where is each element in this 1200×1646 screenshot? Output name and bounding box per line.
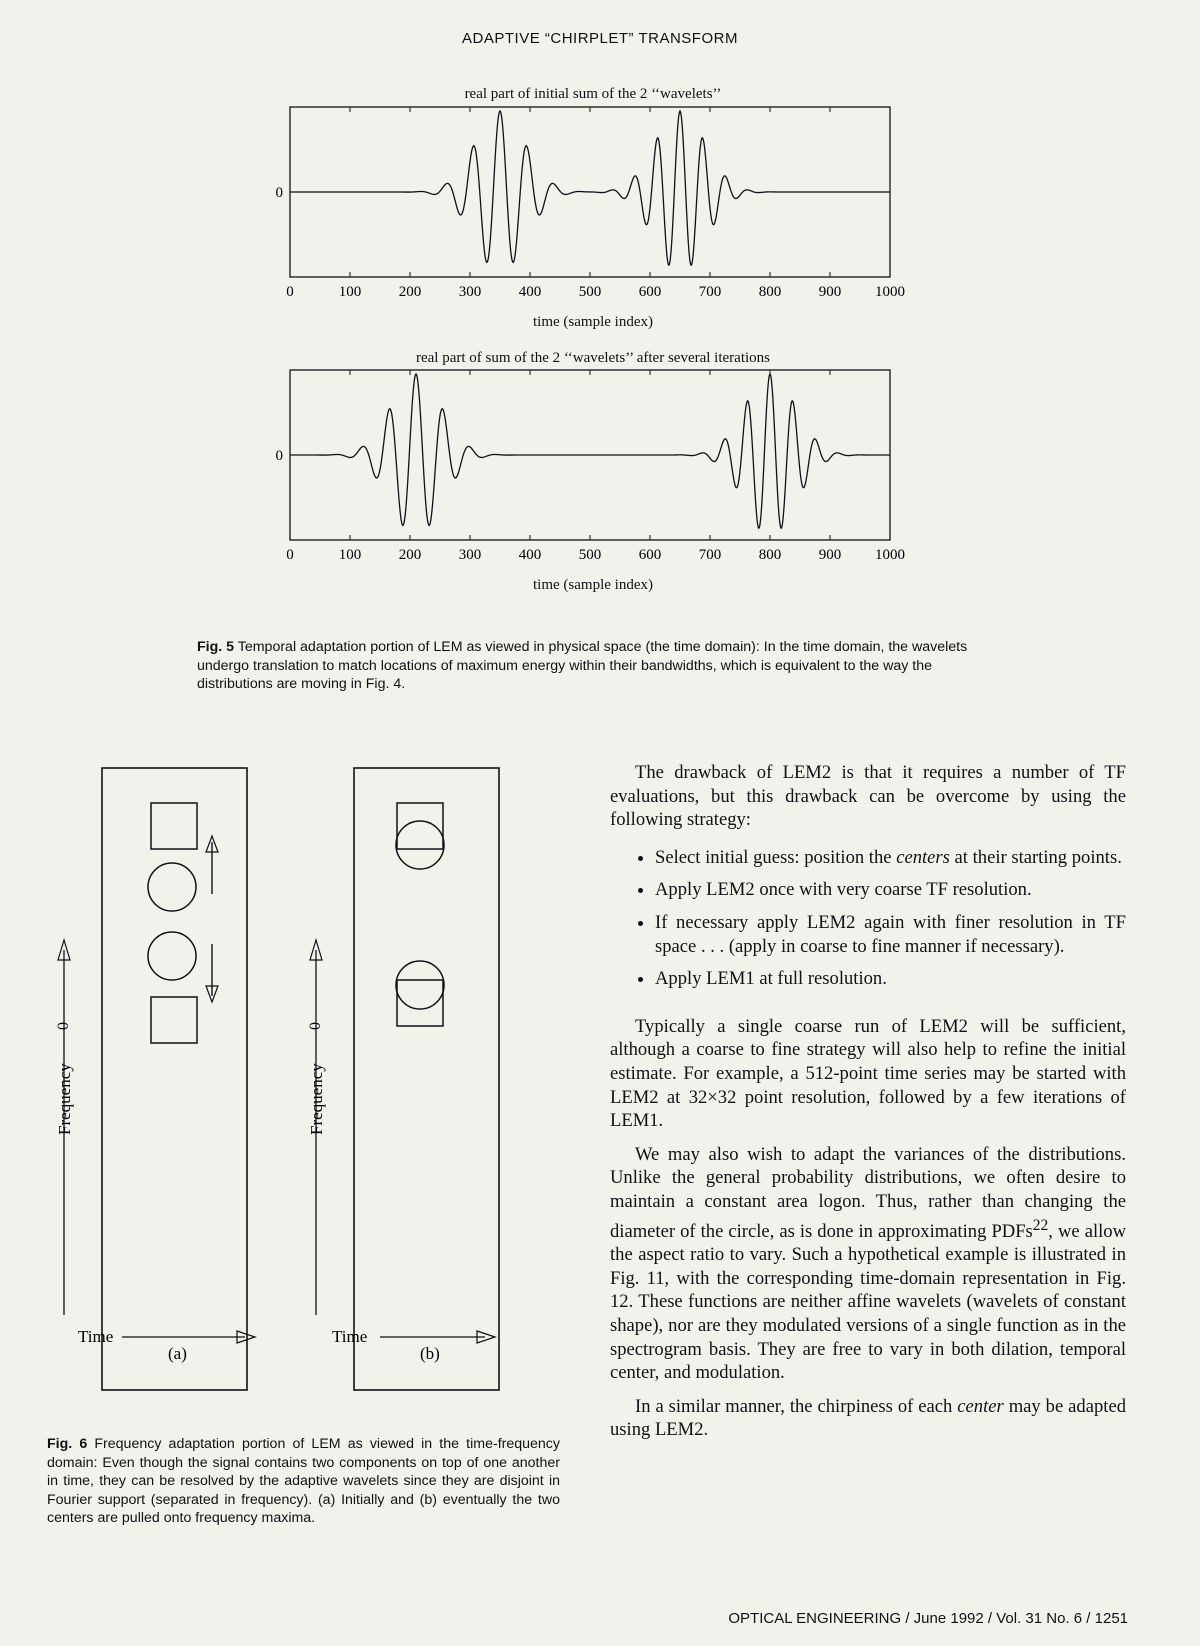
plot1-xtick-label: 800	[758, 284, 782, 300]
plot1-xtick-label: 700	[698, 284, 722, 300]
body-column	[610, 761, 1126, 1452]
paragraph-variances: We may also wish to adapt the variances of the distributions. Unlike the general probability distributions, we often desire to maintain a constant area logon. Thus, rather than changing the diameter of the circle, as is done in approximating PDFs$^{22}$, we allow the aspect ratio to vary. Such a hypothetical example is illustrated in Fig. 11, with the corresponding time-domain representation in Fig. 12. These functions are neither affine wavelets (wavelets of constant shape), nor are they modulated versions of a single function as in the spectrogram basis. They are free to vary in both dilation, temporal center, and modulation.	[610, 1143, 1127, 1384]
running-footer: OPTICAL ENGINEERING / June 1992 / Vol. 31 No. 6 / 1251	[728, 1610, 1128, 1627]
panel-b-label: (b)	[420, 1344, 440, 1363]
plot1-xtick-label: 1000	[875, 284, 905, 300]
panel-a-zero: 0	[55, 1022, 72, 1030]
panel-a-time-label: Time	[78, 1327, 114, 1346]
panel-b-zero: 0	[307, 1022, 324, 1030]
plot2-xtick-label: 1000	[875, 547, 905, 563]
fig6-caption-label: Fig. 6	[47, 1436, 88, 1452]
plot2-xtick-label: 0	[286, 547, 294, 563]
running-header: ADAPTIVE “CHIRPLET” TRANSFORM	[462, 30, 738, 47]
fig6-caption-text: Frequency adaptation portion of LEM as viewed in the time-frequency domain: Even though the signal contains two components on top of one another in time, they can be resolved by the adaptive wavelets since they are disjoint in Fourier support (separated in frequency). (a) Initially and (b) eventually the two centers are pulled onto frequency maxima.	[47, 1436, 560, 1526]
panel-b-freq-label: Frequency	[307, 1063, 326, 1135]
plot2-xtick-label: 200	[398, 547, 422, 563]
plot1-signal-line	[290, 111, 890, 265]
plot1-xtick-label: 100	[338, 284, 362, 300]
fig5-caption-label: Fig. 5	[197, 639, 235, 655]
panel-a-freq-label: Frequency	[55, 1063, 74, 1135]
plot1-xtick-label: 600	[638, 284, 662, 300]
paragraph-drawback: The drawback of LEM2 is that it requires a number of TF evaluations, but this drawback can be overcome by using the following strategy:	[610, 762, 1126, 831]
plot2-xtick-label: 300	[458, 547, 482, 563]
plot2-title: real part of sum of the 2 ‘‘wavelets’’ after several iterations	[415, 350, 770, 366]
plot1-xtick-label: 300	[458, 284, 482, 300]
plot2-xtick-label: 500	[578, 547, 602, 563]
plot1-xtick-label: 0	[286, 284, 294, 300]
plot2-xtick-label: 800	[758, 547, 782, 563]
fig5-plot1	[260, 105, 920, 310]
plot1-xlabel: time (sample index)	[533, 314, 653, 330]
panel-b-circle-lower	[396, 961, 444, 1009]
list-item: • Select initial guess: position the centers at their starting points.	[655, 846, 1126, 870]
list-item: • If necessary apply LEM2 again with finer resolution in TF space . . . (apply in coarse to fine manner if necessary).	[655, 911, 1126, 958]
plot1-ytick-label: 0	[275, 185, 283, 201]
paragraph-coarse-run: Typically a single coarse run of LEM2 will be sufficient, although a coarse to fine strategy will also help to refine the initial estimate. For example, a 512-point time series may be started with LEM2 at 32×32 point resolution, followed by a few iterations of LEM1.	[610, 1015, 1126, 1132]
plot2-xtick-label: 100	[338, 547, 362, 563]
plot1-xtick-label: 500	[578, 284, 602, 300]
plot1-xtick-label: 400	[518, 284, 542, 300]
fig6-diagram	[40, 760, 560, 1420]
panel-b-time-label: Time	[332, 1327, 368, 1346]
panel-a-label: (a)	[168, 1344, 187, 1363]
list-item: • Apply LEM1 at full resolution.	[655, 967, 1126, 991]
panel-b-square-top	[397, 803, 443, 849]
panel-a-square-bottom	[151, 997, 197, 1043]
panel-a-frame	[102, 768, 247, 1390]
plot2-xlabel: time (sample index)	[533, 577, 653, 593]
plot2-ytick-label: 0	[275, 448, 283, 464]
plot1-title: real part of initial sum of the 2 ‘‘wavelets’’	[464, 86, 722, 102]
plot1-xtick-label: 900	[818, 284, 842, 300]
fig5-caption-text: Temporal adaptation portion of LEM as viewed in physical space (the time domain): In the time domain, the wavelets undergo translation to match locations of maximum energy within their bandwidths, which is equivalent to the way the distributions are moving in Fig. 4.	[197, 639, 968, 692]
panel-b-circle-upper	[396, 821, 444, 869]
plot1-xtick-label: 200	[398, 284, 422, 300]
plot2-xtick-label: 600	[638, 547, 662, 563]
panel-b-frame	[354, 768, 499, 1390]
fig6-caption	[47, 1435, 560, 1528]
paragraph-chirpiness: In a similar manner, the chirpiness of each center may be adapted using LEM2.	[610, 1395, 1126, 1441]
fig5-caption	[197, 638, 972, 694]
panel-a-circle-lower	[148, 932, 196, 980]
plot2-xtick-label: 400	[518, 547, 542, 563]
panel-a-circle-upper	[148, 863, 196, 911]
list-item: • Apply LEM2 once with very coarse TF resolution.	[655, 878, 1126, 902]
strategy-list	[610, 846, 1126, 991]
plot2-xtick-label: 700	[698, 547, 722, 563]
fig5-plot2	[260, 368, 920, 573]
plot2-signal-line	[290, 374, 890, 528]
plot2-xtick-label: 900	[818, 547, 842, 563]
panel-a-square-top	[151, 803, 197, 849]
